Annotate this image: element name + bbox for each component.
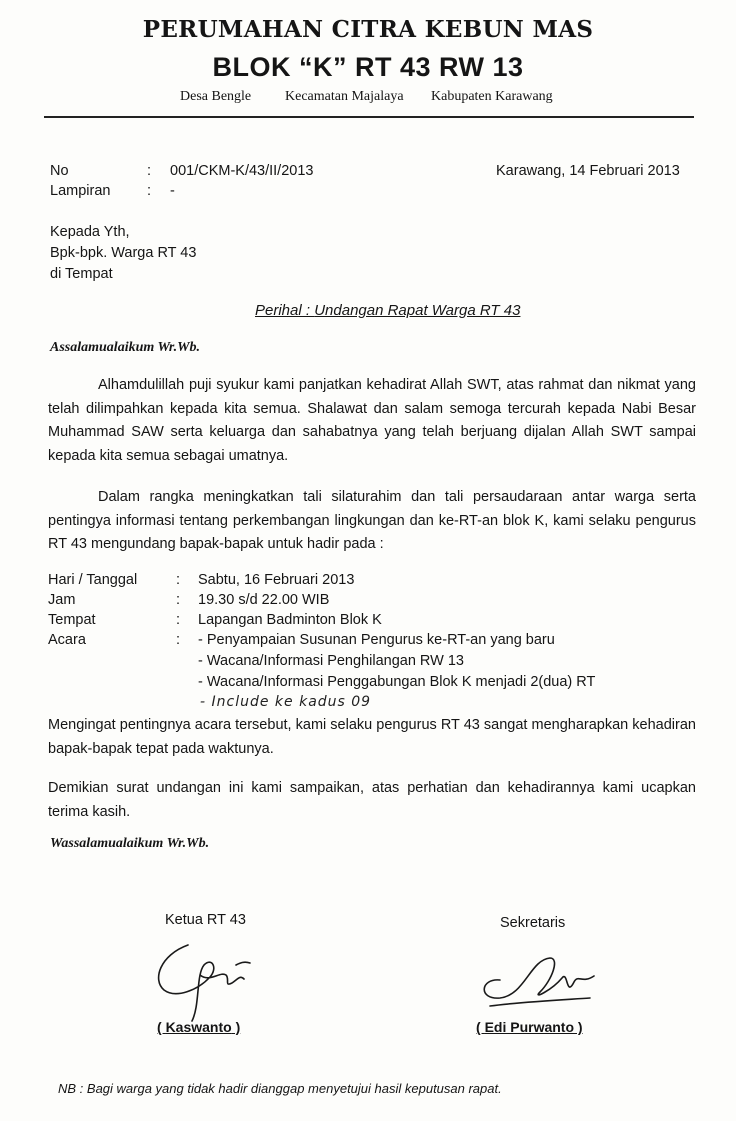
right-paren-open: ( (476, 1019, 485, 1035)
detail-acara-separator: : (176, 632, 181, 648)
body-paragraph-2 (48, 486, 696, 557)
detail-jam-label: Jam (48, 592, 76, 608)
acara-item-handwritten: - Include ke kadus 09 (200, 694, 372, 710)
footnote: NB : Bagi warga yang tidak hadir dianggap menyetujui hasil keputusan rapat. (58, 1081, 502, 1096)
right-signature-icon (470, 940, 610, 1020)
letterhead-divider (44, 116, 694, 118)
lampiran-label: Lampiran (50, 183, 111, 199)
recipient-line-3: di Tempat (50, 266, 113, 282)
acara-item: - Penyampaian Susunan Pengurus ke-RT-an yang baru (198, 632, 555, 648)
body-paragraph-1 (48, 374, 696, 468)
recipient-line-1: Kepada Yth, (50, 224, 130, 240)
acara-item: - Wacana/Informasi Penggabungan Blok K menjadi 2(dua) RT (198, 674, 596, 690)
number-label: No (50, 163, 69, 179)
detail-tempat-label: Tempat (48, 612, 96, 628)
detail-hari-value: Sabtu, 16 Februari 2013 (198, 572, 355, 588)
detail-hari-separator: : (176, 572, 181, 588)
detail-jam-separator: : (176, 592, 181, 608)
letterhead-title: PERUMAHAN CITRA KEBUN MAS (142, 16, 594, 43)
body-paragraph-2-text: Dalam rangka meningkatkan tali silaturahim dan tali persaudaraan antar warga serta pentingya informasi tentang perkembangan lingkungan dan ke-RT-an blok K, kami selaku pengurus RT 43 mengundang bapak-bapak untuk hadir pada : (48, 489, 696, 552)
number-separator: : (147, 163, 152, 179)
letterhead-subtitle: BLOK “K” RT 43 RW 13 (212, 52, 524, 82)
right-paren-close: ) (574, 1019, 583, 1035)
place-date: Karawang, 14 Februari 2013 (496, 163, 680, 179)
detail-tempat-value: Lapangan Badminton Blok K (198, 612, 382, 628)
recipient-line-2: Bpk-bpk. Warga RT 43 (50, 245, 197, 261)
body-paragraph-3-text: Mengingat pentingnya acara tersebut, kami selaku pengurus RT 43 sangat mengharapkan kehadiran bapak-bapak tepat pada waktunya. (48, 717, 696, 757)
left-paren-open: ( (157, 1019, 166, 1035)
acara-item: - Wacana/Informasi Penghilangan RW 13 (198, 653, 464, 669)
number-value: 001/CKM-K/43/II/2013 (170, 163, 314, 179)
body-paragraph-4-text: Demikian surat undangan ini kami sampaikan, atas perhatian dan kehadirannya kami ucapkan terima kasih. (48, 780, 696, 820)
detail-tempat-separator: : (176, 612, 181, 628)
detail-acara-label: Acara (48, 632, 86, 648)
left-signature-icon (140, 935, 280, 1025)
lampiran-value: - (170, 183, 175, 199)
letterhead-kecamatan: Kecamatan Majalaya (285, 89, 404, 104)
body-paragraph-4 (48, 777, 696, 824)
letterhead-desa: Desa Bengle (180, 89, 252, 104)
right-signer-name (476, 1019, 583, 1035)
opening-greeting: Assalamualaikum Wr.Wb. (50, 340, 201, 355)
left-signer-name-text: Kaswanto (165, 1019, 232, 1035)
left-signer-name (157, 1019, 240, 1035)
left-paren-close: ) (231, 1019, 241, 1035)
body-paragraph-3 (48, 714, 696, 761)
letterhead-kabupaten: Kabupaten Karawang (431, 89, 553, 104)
right-signer-name-text: Edi Purwanto (484, 1019, 575, 1035)
closing-greeting: Wassalamualaikum Wr.Wb. (50, 836, 210, 851)
right-signer-title: Sekretaris (500, 915, 566, 931)
left-signer-title: Ketua RT 43 (165, 912, 246, 928)
subject-value: Undangan Rapat Warga RT 43 (314, 302, 521, 319)
lampiran-separator: : (147, 183, 152, 199)
subject-label: Perihal : (255, 302, 315, 319)
detail-jam-value: 19.30 s/d 22.00 WIB (198, 592, 330, 608)
body-paragraph-1-text: Alhamdulillah puji syukur kami panjatkan kehadirat Allah SWT, atas rahmat dan nikmat yang telah dilimpahkan kepada kita semua. Shalawat dan salam semoga tercurah kepada Nabi Besar Muhammad SAW serta keluarga dan sahabatnya yang telah berjuang dijalan Allah SWT sampai kepada kita semua sebagai umatnya. (48, 377, 696, 464)
subject-line (255, 302, 520, 319)
detail-hari-label: Hari / Tanggal (48, 572, 138, 588)
